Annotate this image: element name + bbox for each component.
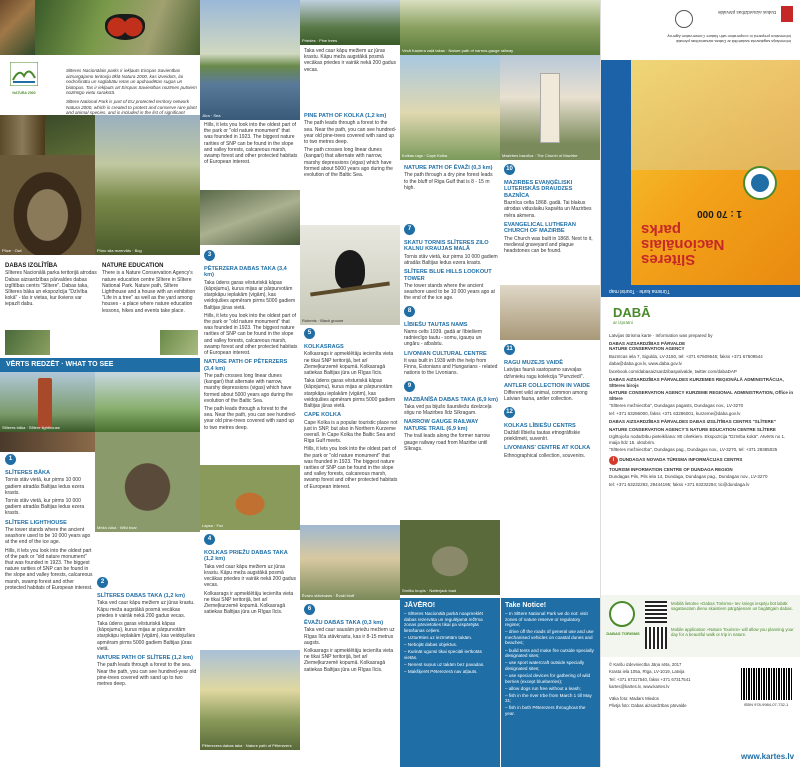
site-10-number: 10 (504, 164, 515, 175)
r2-text: Izglītojošo nodarbību pieteikšana: 80 cilvēkiem. Ekspozīcija "Dzīvība kokā". Atvērts no 1. maija līdz 15. oktobrim. (609, 434, 786, 445)
site-6-lv-text: Taka ved caur sausām priežu mežiem uz Rīgas līča stāvkrastu, kas ir 8-15 metrus augsts. (304, 627, 395, 646)
dabas-info-title: Latvijas tūrisma karte · Information was prepared by (609, 333, 713, 338)
site-2-en-title: NATURE PATH OF SLĪTERE (1,2 km) (97, 655, 194, 662)
notice-lv-title: JĀVĒRO! (404, 602, 436, 609)
notice-en-item: – In Slītere National Park we do not: visit zones of nature reserve or regulatory regime; (505, 611, 588, 628)
site-11-en-text: Different wild animal, common among Latvian fauna, antler collection. (504, 390, 588, 403)
notice-en-item: – use sport watercraft outside specially designated sites; (505, 660, 585, 671)
site-1-en-text-2: Hills, it lets you look into the oldest part of the park or "old nature monument" that was founded in 1923. The biggest nature rarities of SNP can be found in the slope and valley forests, calcareous marsh, swamp forest and other protected habitats of European interest. (5, 547, 93, 591)
notice-en-item: – drive off the roads of general use and use mechanised vehicles on coastal dunes and beaches; (505, 629, 594, 646)
site-9-en-title: NARROW GAUGE RAILWAY NATURE TRAIL (6,9 km) (404, 419, 479, 432)
kolka-pine-text-p: Taka ved caur kāpu mežiem uz jūras krastu. Kāpu meža augstākā posmā vecākas priedes ir vairāk nekā 200 gadus vecas. (304, 48, 396, 73)
cover-map (601, 60, 800, 285)
qr-code-1 (645, 601, 667, 623)
site-4-lv-text-2: Kolkasrags ir apmeklētāju iecienīta vieta ne tikai SNP teritorijā, bet arī Ziemeļkurzemē kopumā. Kolkasragā satiekas Baltijas jūra un Rīgas līcis. (204, 590, 294, 616)
site-3-en-title: NATURE PATH OF PĒTERZERS (3,4 km) (204, 359, 288, 372)
notice-en-item: – fish in both Pēterezers throughout the year. (505, 705, 586, 716)
site-4-number: 4 (204, 534, 215, 545)
cover-title-3: parks (641, 221, 682, 238)
isbn-text: ISBN 978-9984-07-732-1 (743, 702, 789, 707)
pine-path-text-2: The path crosses long linear dunes (kangari) that alternate with narrow, marshy depressions (vigas) which have formed about 5000 years ago during the evolution of the Baltic Sea. (304, 147, 393, 179)
education-lv-text: Slīteres Nacionālā parka teritorijā atrodas Dabas aizsardzības pārvaldes dabas izglītības centrs "Slītere". Dabas taka, Slīteres bāka un ekspozīcija "Dzīvība kokā" - tās ir vietas, kur ikviens var iepazīt dabu. (5, 270, 97, 308)
caption-dunes: Pēterezera dabas taka · Nature path of Pēterezers (202, 743, 292, 748)
notice-en-title: Take Notice! (505, 602, 547, 609)
notice-lv-item: – Slīteres Nacionālā parkā noapmeklēt dabas rezervāta un regulējamā režīma zonas pārvietoties tikai pa vispārējās lietošanas ceļiem. (404, 611, 483, 633)
notice-en-list (505, 611, 596, 717)
natura-label: NATURA 2000 (12, 91, 36, 95)
daba-logo-sub: ar izpratni (613, 320, 633, 325)
what-to-see-band (0, 358, 200, 372)
notice-lv-item: – Kurināt ugunsi tikai speciāli ierīkotās vietās. (404, 649, 482, 660)
education-lv-title: DABAS IZGLĪTĪBA (5, 263, 58, 269)
r1-en: NATURE CONSERVATION AGENCY KURZEME REGIONAL ADMINISTRATION, Office in Slītere (609, 390, 794, 401)
site-11-lv-text: Latvijas faunā sastopamo savvaļas dzīvnieku ragu kolekcija "Purvziedi". (504, 367, 584, 380)
site-8-en-title: LIVONIAN CULTURAL CENTRE (404, 350, 487, 357)
site-8-lv-text: Nams celts 1939. gadā ar lībiešiem radniecīgo tautu - somu, igauņu un ungāru - atbalstu. (404, 329, 483, 348)
caption-sea: Jūra · Sea (202, 113, 221, 118)
footer-credits (609, 662, 729, 742)
site-3-lv-text-2: Hills, it lets you look into the oldest part of the park or "old nature monument" that was founded in 1923. The biggest nature rarities of SNP can be found in the slope and valley forests, calcareous marsh, swamp forest and other protected habitats of European interest. (204, 312, 298, 357)
site-5-lv-title: KOLKASRAGS (304, 344, 344, 350)
moss-photo (35, 0, 200, 55)
bog-photo (95, 115, 200, 255)
site-1-en-text: The tower stands where the ancient seashore used to be 10 000 years ago at the end of the ice age. (5, 527, 91, 546)
badge-icon (743, 166, 777, 200)
isbn-barcode (741, 668, 793, 700)
cover-map-land (631, 60, 800, 170)
site-10-lv-text: Baznīca celta 1868. gadā. Tai blakus atrodas viduslaiku kapsēta un Mazirbes mēra akmens. (504, 200, 592, 219)
site-5-en-title: CAPE KOLKA (304, 412, 341, 419)
trees-photo (300, 0, 400, 45)
dunes-photo (200, 650, 300, 750)
site-11 (504, 342, 598, 477)
caption-fox: Lapsa · Fox (202, 523, 224, 528)
kolka-pine-text (304, 48, 398, 108)
cover-title (641, 222, 791, 267)
dabas-addr: Baznīcas iela 7, Sigulda, LV-2150, tel: +371 67509545; fakss +371 67509544 (609, 353, 763, 359)
lake-photo (200, 0, 300, 120)
site-7-en-title: SLĪTERE BLUE HILLS LOOKOUT TOWER (404, 269, 492, 282)
lighthouse-shape (38, 378, 52, 428)
dabas-fb: facebook.com/dabasaizsardzibaspalvalde, twitter.com/dabaDAP (609, 368, 737, 374)
site-9-number: 9 (404, 381, 415, 392)
caption-bog: Pūņu sila rezervāts · Bog (97, 248, 142, 253)
evazi-en-text: The path through a dry pine forest leads to the bluff of Riga Gulf that is 8 - 15 m high. (404, 172, 493, 191)
site-6 (304, 602, 398, 742)
cover-scale: 1 : 70 000 (697, 208, 743, 219)
site-11-number: 11 (504, 344, 515, 355)
site-10-lv-title: MAZIRBES EVAŅĢĒLISKI LUTERISKĀS DRAUDZES BAZNĪCA (504, 180, 573, 199)
site-11-en-title: ANTLER COLLECTION IN VAIDE (504, 382, 590, 389)
site-2-en-text: The path leads through a forest to the sea. Near the path, you can see hundred-year old pine-trees covered with sand up to two metres deep. (97, 662, 197, 688)
info-i-icon: i (609, 456, 618, 465)
forest-lake-photo (300, 525, 400, 600)
caption-church: Mazirbes baznīca · The Church of Mazirbe (502, 153, 578, 158)
notice-en-item: – build tents and make fire outside specially designated sites; (505, 647, 594, 659)
site-4 (204, 532, 298, 652)
caption-beach: Kolkas rags · Cape Kolka (402, 153, 448, 158)
bird-photo (300, 225, 400, 325)
intro-lv: Slīteres Nacionālais parks ir iekļauts Eiropas Savienības aizsargājamo teritoriju tīklā Natura 2000, kas izveidots, lai nodrošinātu un saglabātu retas un apdraudētas sugas un biotopus. Tas ir iekļauts arī Eiropas Savienības nozīmes putniem nozīmīgo vietu sarakstā. (66, 68, 197, 96)
church-photo (500, 55, 600, 160)
site-5 (304, 326, 398, 526)
footer-email: kartes@kartes.lv, www.kartes.lv (609, 684, 670, 690)
dabas-web: daba@daba.gov.lv, www.daba.gov.lv (609, 361, 682, 366)
caption-bird: Rubenis · Black grouse (302, 318, 344, 323)
qr-lv: Mobilā lietotne «Dabas Tūrisms» tev sniegs iespēju būt labāk sagatavotam dienu skaistiem pārgājienam un bagātīgam dabas. (671, 601, 793, 612)
dap-label: Dabas aizsardzības pārvalde (717, 10, 776, 15)
cover-blue-strip (601, 60, 631, 285)
cert-en: Information prepared in cooperation with Nature Conservation Agency (667, 34, 791, 39)
site-2-lv-text-2: Taka ūdens garas vēsturiskā kāpas (kāpojumu), kurus mijas ar pārpurvotām starpkāpu ieplakām (vigām), kas veidojušies apmēram pirms 5000 gadiem Baltijas jūras vietā. (97, 621, 196, 652)
flag-icon (781, 6, 793, 22)
site-11-lv-title: RAGU MUZEJS VAIDĒ (504, 360, 563, 366)
hills-text-p: Hills, it lets you look into the oldest part of the park or "old nature monument" that was founded in 1923. The biggest nature rarities of SNP can be found in the slope and valley forests, calcareous marsh, swamp forest and other protected habitats of European interest. (204, 122, 298, 166)
site-3-number: 3 (204, 250, 215, 261)
dabas-info (609, 333, 795, 613)
qr-code-2 (645, 627, 667, 649)
notice-lv-item: – Makšķerēt Pēterezerā nav atļauts. (404, 668, 478, 674)
r1-tel: tel: +371 63286000, fakss +371 63286001, kurzeme@daba.gov.lv (609, 410, 741, 416)
qr-section (601, 595, 800, 657)
r3-tel: tel: +371 63232293, 29444195; fakss +371 63232294; tic@dundaga.lv (609, 481, 750, 487)
site-6-lv-title: ĒVAŽU DABAS TAKA (0,3 km) (304, 620, 384, 626)
daba-logo (613, 305, 651, 325)
dabas-turisms-label: DABAS TŪRISMS (606, 631, 640, 636)
education-photo-1 (5, 330, 50, 355)
site-12-lv-title: KOLKAS LĪBIEŠU CENTRS (504, 422, 576, 429)
site-3-lv-text: Taka ūdens garas vēsturiskā kāpas (kāpojumu), kurus mijas ar pārpurvotām starpkāpu ieplakām (vigām), kas veidojušies apmēram pirms 5000 gadiem Baltijas jūras vietā. (204, 279, 296, 311)
cover-title-1: Slīteres (641, 251, 696, 268)
r2-en: NATURE CONSERVATION AGENCY'S NATURE EDUCATION CENTRE SLĪTERE (609, 426, 776, 432)
r3-title-text: DUNDAGAS NOVADA TŪRISMA INFORMĀCIJAS CENTRS (619, 456, 743, 462)
footer-addr: Krasta iela 105a, Rīga, LV-1019, Latvija (609, 669, 685, 675)
r1-title: DABAS AIZSARDZĪBAS PĀRVALDES KURZEMES REĢIONĀLĀ ADMINISTRĀCIJA, Slīteres birojs (609, 377, 784, 388)
cert-text (611, 34, 791, 44)
notice-en-item: – fish in the river Irbe from March 1 till May 31; (505, 692, 592, 704)
bird-shape (335, 250, 365, 290)
site-9-lv-text: Taka ved pa bijušo šaursliežu dzelzceļa stigu no Mazirbes līdz Sīkragam. (404, 404, 492, 417)
kartes-url[interactable]: www.kartes.lv (741, 752, 795, 761)
notice-en-item: – use special devices for gathering of wild berries (except blueberries); (505, 672, 591, 684)
site-1-en-title: SLĪTERE LIGHTHOUSE (5, 519, 67, 526)
notice-lv-item: – Nebojāt dabas objektus. (404, 641, 458, 647)
site-7-en-text: The tower stands where the ancient seashore used to be 10 000 years ago at the end of the ice age. (404, 283, 495, 302)
site-12-en-title: LIVONIANS' CENTRE AT KOLKA (504, 445, 591, 452)
notice-en-item: – allow dogs run free without a leash; (505, 685, 581, 691)
r3-addr: Dundagas Pils, Pils iela 14, Dundaga, Dundagas pag., Dundagas nov., LV-3270 (609, 474, 768, 479)
pine-path (304, 110, 398, 225)
cover-subtitle-strip (601, 285, 800, 297)
site-4-lv-title: KOLKAS PRIEŽU DABAS TAKA (1,2 km) (204, 550, 288, 563)
hills-text (204, 122, 298, 192)
site-8-lv-title: LĪBIEŠU TAUTAS NAMS (404, 321, 468, 328)
site-12-number: 12 (504, 407, 515, 418)
footer-tel: Tel: +371 67317540, fakss +371 67317541 (609, 676, 691, 682)
evazi-en-title: NATURE PATH OF ĒVAŽI (0,3 km) (404, 165, 493, 171)
cave-photo (0, 432, 95, 452)
boar-photo (95, 432, 200, 532)
caption-tower: Slīteres bāka · Slītere lighthouse (2, 425, 60, 430)
antlers-photo (500, 285, 600, 340)
r1-addr: "Slīteres mežniecība", Dundagas pagasts, Dundagas nov., LV-3270 (609, 403, 744, 408)
site-1 (5, 452, 93, 752)
cover-subtitle: Tūrisma karte · Tourist map (609, 288, 670, 294)
butterfly-shape (105, 14, 145, 40)
fox-photo (200, 465, 300, 530)
caption-trees: Priedes · Pine trees (302, 38, 338, 43)
site-10-en-text: The Church was built in 1868. Next to it, medieval graveyard and plague headstones can be found. (504, 235, 593, 255)
education-en-title: NATURE EDUCATION (102, 263, 164, 269)
what-to-see-title: VĒRTS REDZĒT · WHAT TO SEE (6, 361, 114, 368)
caption-forest-path: Vecā Kaņiera zaļā takas · Nature path of narrow-gauge railway (402, 48, 514, 53)
notice-lv-item: – Uzturēties uz iezīmētām takām. (404, 634, 473, 640)
butterfly-photo (0, 0, 35, 55)
pine-path-title: PINE PATH OF KOLKA (1,2 km) (304, 113, 387, 119)
notice-en-box (500, 598, 600, 767)
r3-title (609, 456, 795, 465)
site-6-number: 6 (304, 604, 315, 615)
site-6-lv-text-2: Kolkasrags ir apmeklētāju iecienīta vieta ne tikai SNP teritorijā, bet arī Ziemeļkurzemē kopumā. Kolkasragā satiekas Baltijas jūra un Rīgas līcis. (304, 648, 394, 673)
emblem-icon (675, 10, 693, 28)
site-3-en-text-2: The path leads through a forest to the sea. Near the path, you can see hundred-year old pine-trees covered with sand up to two metres deep. (204, 406, 297, 431)
site-8-en-text: It was built in 1939 with the help from Finns, Estonians and Hungarians - related nations to the Livonians. (404, 358, 498, 377)
beach-photo (400, 55, 500, 160)
meadow-photo (95, 372, 200, 432)
site-2-lv-title: SLĪTERES DABAS TAKA (1,2 km) (97, 593, 185, 599)
caption-forest-lake: Ēvažu stāvkrasts · Ēvaži bluff (302, 593, 355, 598)
notice-lv-list (404, 611, 496, 674)
site-12-lv-text: Dažādi lībiešu tautas etnogrāfiskie priekšmeti, suvenīri. (504, 430, 581, 443)
site-2-number: 2 (97, 577, 108, 588)
woodpecker-photo (200, 190, 300, 245)
cover-title-2: Nacionālais (641, 236, 725, 253)
site-5-lv-text-2: Taka ūdens garas vēsturiskā kāpas (kāpojumu), kurus mijas ar pārpurvotām starpkāpu ieplakām (vigām), kas veidojušies apmēram pirms 5000 gadiem Baltijas jūras vietā. (304, 378, 396, 410)
site-10-en-title: EVANGELICAL LUTHERAN CHURCH OF MAZIRBE (504, 221, 576, 235)
education-en-text: There is a Nature Conservation Agency's nature education centre Slītere in Slītere National Park. Nature path, Slītere Lighthouse and a house with an exhibition "Life in a tree" as well as the yard among houses - a place where nature education lessons, hikes and events take place. (102, 270, 196, 314)
site-7 (404, 222, 498, 522)
site-1-lv-title: SLĪTERES BĀKA (5, 470, 51, 476)
owl-photo (0, 155, 95, 255)
cover-panel (600, 0, 800, 767)
site-5-en-text-2: Hills, it lets you look into the oldest part of the park or "old nature monument" that was founded in 1923. The biggest nature rarities of SNP can be found in the slope and valley forests, calcareous marsh, swamp forest and other protected habitats of European interest. (304, 446, 398, 490)
site-5-lv-text: Kolkasrags ir apmeklētāju iecienīta vieta ne tikai SNP teritorijā, bet arī Ziemeļkurzemē kopumā. Kolkasragā satiekas Baltijas jūra un Rīgas līcis. (304, 351, 394, 377)
footer-foto: Vāka foto: Madars Miedos (609, 695, 659, 701)
daba-logo-text: DABĀ (613, 305, 651, 320)
site-9-en-text: The trail leads along the former narrow gauge railway road from Mazirbe until Sīkrags. (404, 433, 490, 452)
r2-title: DABAS AIZSARDZĪBAS PĀRVALDES DABAS IZGLĪTĪBAS CENTRS "SLĪTERE" (609, 419, 776, 424)
cert-lv: Informācija sagatavota sadarbībā ar Dabas aizsardzības pārvaldi (675, 39, 791, 44)
forest-path-photo (400, 0, 600, 55)
site-2-lv-text: Taka ved caur kāpu mežiem uz jūras krastu. Kāpu meža augstākā posmā vecākas priedes ir vairāk nekā 200 gadus vecas. (97, 600, 195, 619)
r3-en: TOURISM INFORMATION CENTRE OF DUNDAGA REGION (609, 466, 733, 472)
church-shape (540, 73, 560, 143)
caption-frog: Smilšu krupis · Natterjack toad (402, 588, 457, 593)
site-7-number: 7 (404, 224, 415, 235)
site-5-number: 5 (304, 328, 315, 339)
education-photo-2 (160, 330, 198, 355)
site-3-en-text: The path crosses long linear dunes (kangari) that alternate with narrow, marshy depressions (vigas) which have formed about 5000 years ago during the evolution of the Baltic Sea. (204, 373, 293, 404)
caption-boar: Meža cūka · Wild boar (97, 525, 137, 530)
site-4-lv-text: Taka ved caur kāpu mežiem uz jūras krastu. Kāpu meža augstākā posmā vecākas priedes ir vairāk nekā 200 gadus vecas. (204, 563, 296, 589)
site-7-lv-title: SKATU TORNIS SLĪTERES ZILO KALNU KRAUJAS MALĀ (404, 240, 489, 253)
natura-logo (10, 62, 38, 95)
qr-en: Mobile application «Nature Tourism» will allow you planning your day for a beautiful walk or trip in nature. (671, 627, 794, 638)
cover-top-strip (601, 0, 800, 60)
site-1-number: 1 (5, 454, 16, 465)
site-7-lv-text: Tornis stāv vietā, kur pirms 10 000 gadiem atradās Baltijas ledus ezera krasts. (404, 253, 498, 267)
site-2 (97, 575, 197, 755)
lighthouse-photo (0, 372, 95, 432)
footer-copy: © Karšu izdevniecība Jāņa sēta, 2017 (609, 662, 682, 667)
site-7-evazi (404, 162, 498, 222)
pine-path-text: The path leads through a forest to the sea. Near the path, you can see hundred-year old pine-trees covered with sand up to two metres deep. (304, 120, 397, 146)
site-3-lv-title: PĒTERZERA DABAS TAKA (3,4 km) (204, 266, 287, 279)
caption-owl: Pūce · Owl (2, 248, 22, 253)
notice-lv-item: – Nenest suņus uz takām bez pavadas. (404, 661, 485, 667)
footer-credit: Plivtja foto: Dabas aizsardzības pārvalde (609, 703, 687, 709)
frog-photo (400, 520, 500, 595)
site-9-lv-title: MAZBĀNĪŠA DABAS TAKA (6,9 km) (404, 396, 498, 403)
site-10 (504, 162, 598, 282)
notice-lv-box (400, 598, 500, 767)
site-1-lv-text-2: Tornis stāv vietā, kur pirms 10 000 gadiem atradās Baltijas ledus ezera krasts. (5, 498, 85, 517)
site-12-en-text: Ethnographical collection, souvenirs. (504, 452, 586, 459)
r2-tel: "Slīteres mežniecība", Dundagas pag., Dundagas nov., LV-3270, tel: +371 28385025 (609, 447, 778, 452)
site-8-number: 8 (404, 306, 415, 317)
site-5-en-text: Cape Kolka is a popular touristic place not just in SNP, but also in Northern Kurzeme overall. In Cape Kolka the Baltic Sea and Riga Gulf meets. (304, 419, 398, 445)
intro-en: Slītere National Park is part of EU protected territory network Natura 2000, which is created to protect and conserve rare plant and animal species, and is included in the list of significant (66, 98, 197, 116)
dabas-agency: DABAS AIZSARDZĪBAS PĀRVALDE NATURE CONSERVATION AGENCY (609, 340, 686, 351)
dabas-turisms-logo (609, 601, 635, 627)
site-1-lv-text: Tornis stāv vietā, kur pirms 10 000 gadiem atradās Baltijas ledus ezera krasts. (5, 477, 85, 496)
